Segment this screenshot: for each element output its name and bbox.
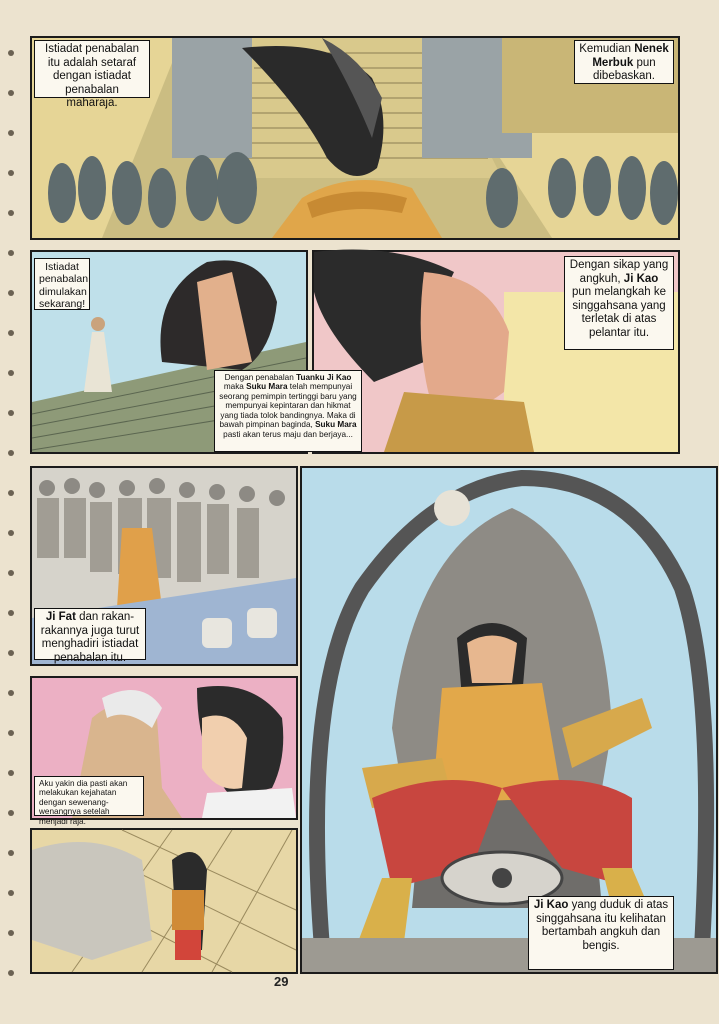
caption-coronation-equal: Istiadat penabalan itu adalah setaraf dengan istiadat penabalan maharaja.	[34, 40, 150, 98]
panel-coronation-stairs	[30, 36, 680, 240]
name-suku-mara: Suku Mara	[315, 420, 357, 430]
page-number: 29	[274, 974, 289, 989]
panel-ji-kao-profile	[312, 250, 680, 454]
name-ji-kao: Ji Kao	[533, 899, 569, 911]
panel-throne-floor	[30, 828, 298, 974]
caption-text: Dengan penabalan	[224, 373, 297, 382]
speech-evil-king: Aku yakin dia pasti akan melakukan kejahatan dengan sewenang-wenangnya setelah menjadi raja.	[34, 776, 144, 816]
speech-ceremony-begins: Istiadat penabalan dimulakan sekarang!	[34, 258, 90, 310]
name-ji-kao: Ji Kao	[623, 272, 659, 285]
panel-ji-fat-crowd	[30, 466, 298, 666]
panel-two-faces	[30, 676, 298, 826]
binder-holes	[4, 30, 18, 990]
name-suku-mara: Suku Mara	[246, 382, 288, 392]
caption-text: pun melangkah ke singgahsana yang terletak di atas pelantar itu.	[572, 286, 666, 339]
caption-nenek-merbuk	[574, 40, 674, 84]
caption-text: dan rakan-rakannya juga turut menghadiri istiadat penabalan itu.	[40, 611, 140, 664]
caption-ji-kao-throne	[528, 896, 674, 970]
caption-ji-fat	[34, 608, 146, 664]
panel-ji-kao-throne	[300, 466, 718, 974]
name-tuanku-ji-kao: Tuanku Ji Kao	[296, 373, 352, 382]
caption-text: Kemudian	[579, 43, 635, 55]
caption-text: pun dibebaskan.	[592, 56, 656, 83]
caption-text: yang duduk di atas singgahsana itu kelihatan bertambah angkuh dan bengis.	[536, 899, 669, 952]
caption-text: pasti akan terus maju dan berjaya...	[223, 429, 353, 439]
floor-illustration	[32, 830, 296, 972]
caption-ji-kao-steps	[564, 256, 674, 350]
caption-text: Dengan sikap yang angkuh,	[569, 259, 669, 285]
caption-text: maka	[223, 382, 247, 392]
caption-text: telah mempunyai seorang pemimpin tertinggi baru yang mempunyai kepintaran dan hikmat yang tiada tolok bandingnya. Maka di bawah pimpinan baginda,	[219, 382, 357, 430]
name-nenek-merbuk: Nenek Merbuk	[592, 43, 669, 69]
caption-narration-suku-mara	[214, 370, 362, 452]
name-ji-fat: Ji Fat	[45, 611, 76, 623]
